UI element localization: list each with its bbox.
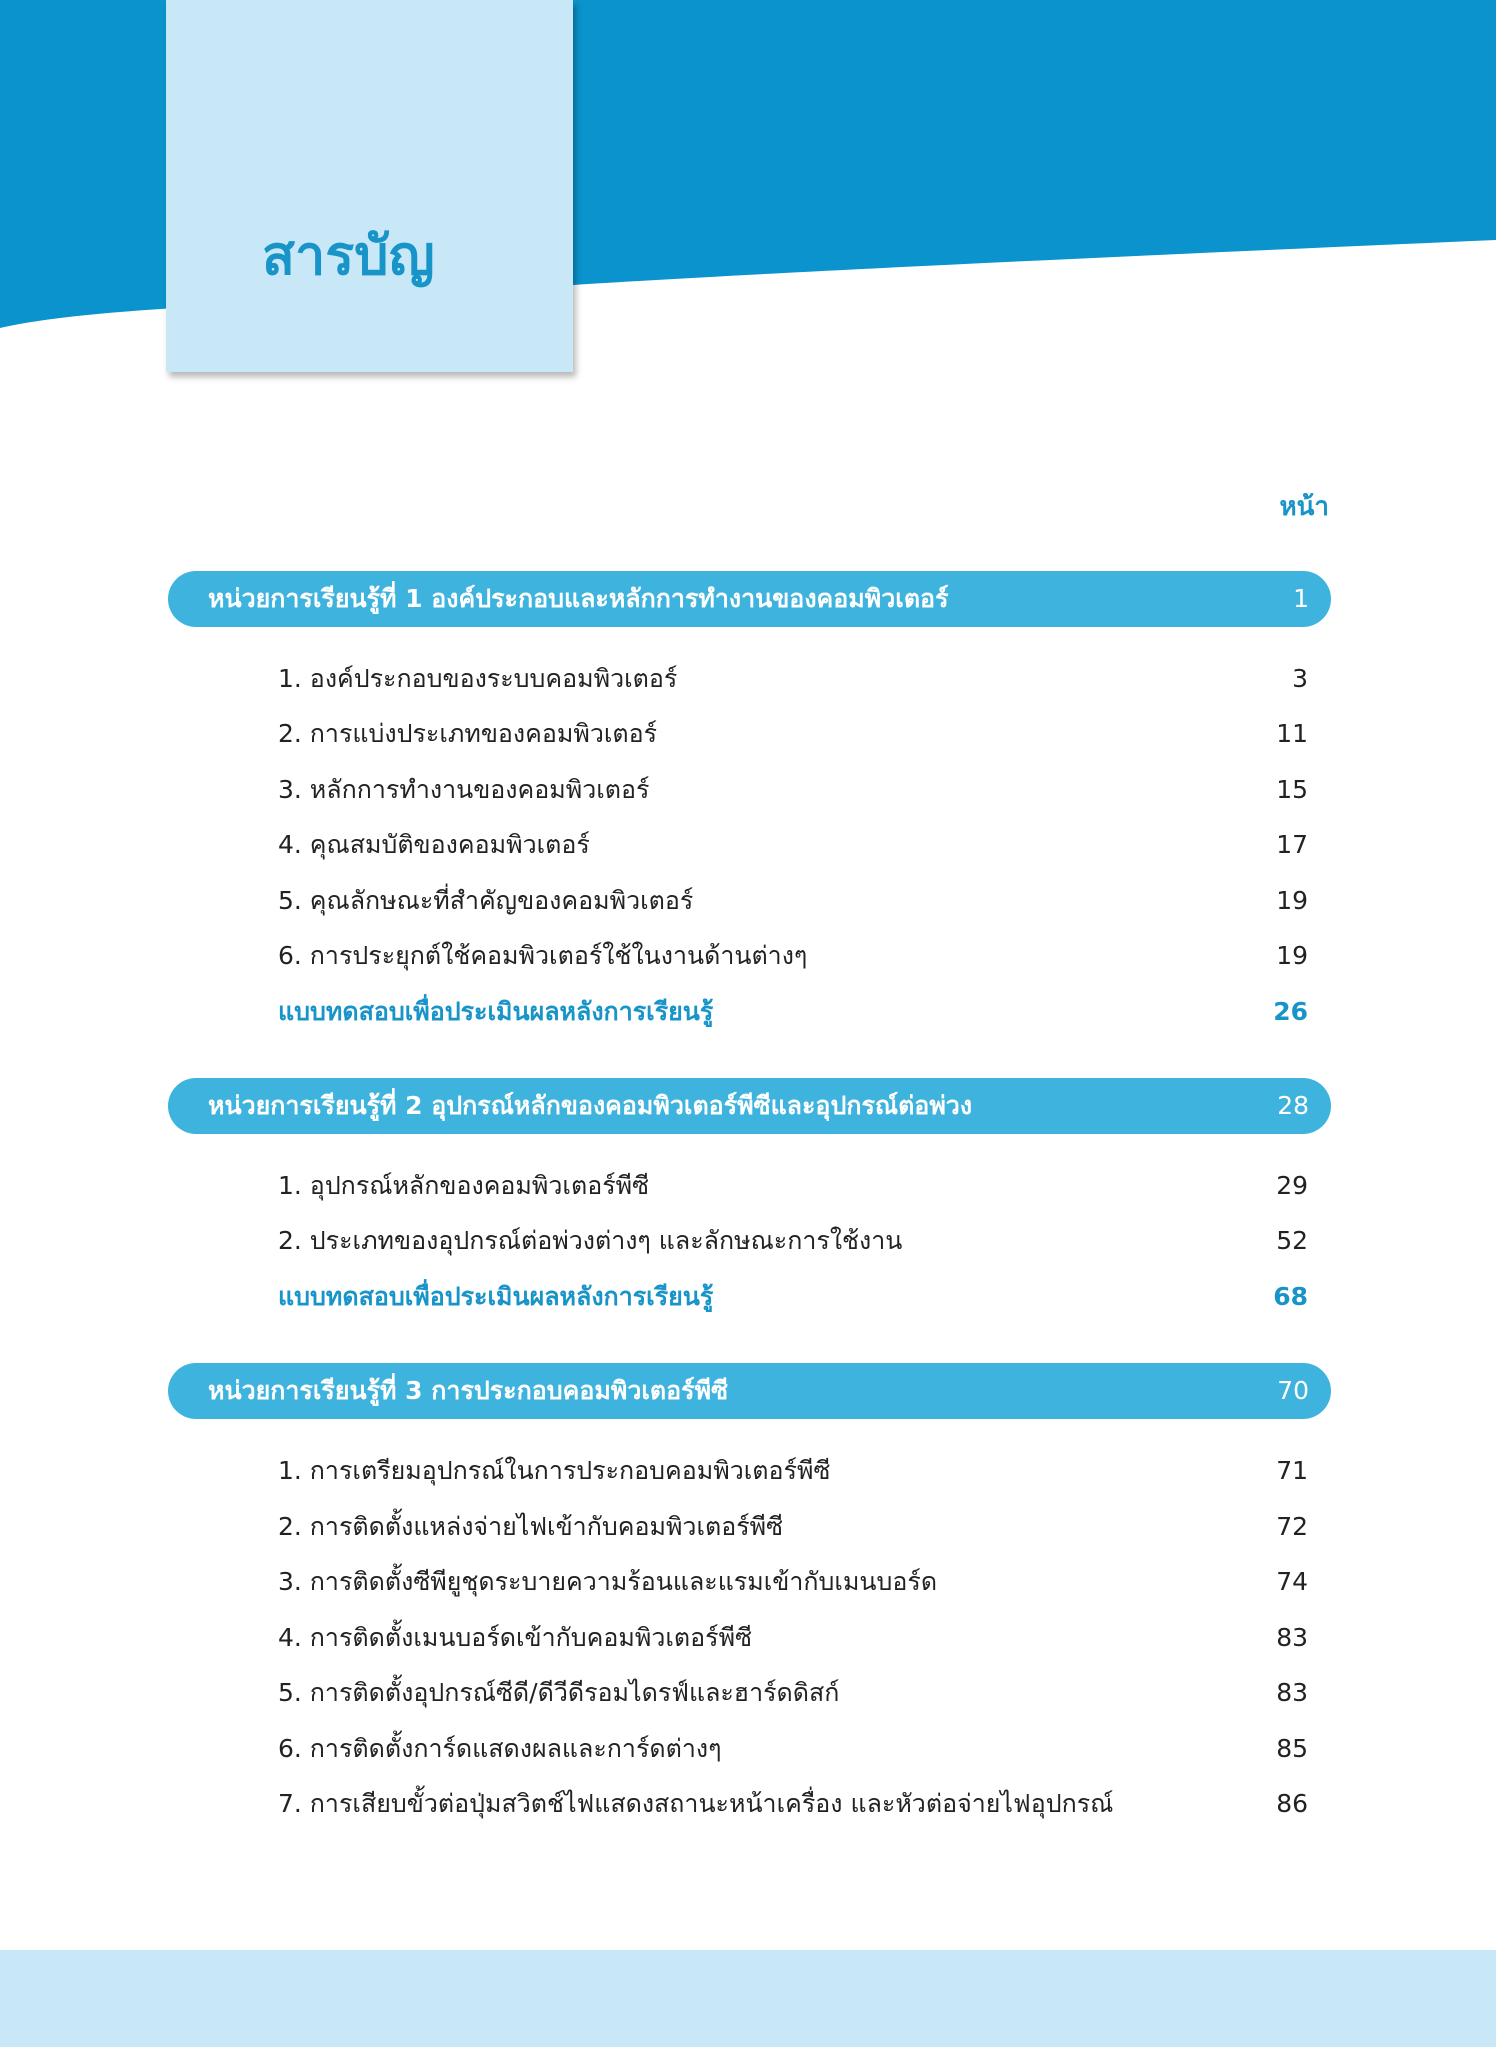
toc-entry-page: 86: [1276, 1789, 1308, 1818]
unit-page-number: 1: [1293, 584, 1309, 613]
page-column-label: หน้า: [1279, 492, 1329, 522]
toc-entry-page: 3: [1292, 664, 1308, 693]
toc-entry-label: 1. องค์ประกอบของระบบคอมพิวเตอร์: [278, 664, 678, 693]
toc-entry-label: 2. การติดตั้งแหล่งจ่ายไฟเข้ากับคอมพิวเตอร์พีซี: [278, 1512, 784, 1541]
toc-entry-label: 4. การติดตั้งเมนบอร์ดเข้ากับคอมพิวเตอร์พีซี: [278, 1623, 753, 1652]
unit-title: หน่วยการเรียนรู้ที่ 3 การประกอบคอมพิวเตอร์พีซี: [208, 1376, 729, 1405]
toc-entry-page: 52: [1276, 1226, 1308, 1255]
page-title: สารบัญ: [262, 224, 435, 287]
toc-entry-label: 6. การติดตั้งการ์ดแสดงผลและการ์ดต่างๆ: [278, 1734, 722, 1763]
toc-entry-label: 5. การติดตั้งอุปกรณ์ซีดี/ดีวีดีรอมไดรฟ์และฮาร์ดดิสก์: [278, 1678, 840, 1707]
toc-entry[interactable]: [278, 1615, 1308, 1661]
toc-entry[interactable]: [278, 767, 1308, 813]
toc-entry-label: 3. การติดตั้งซีพียูชุดระบายความร้อนและแรมเข้ากับเมนบอร์ด: [278, 1567, 938, 1596]
toc-entry-page: 11: [1276, 719, 1308, 748]
unit-heading-1[interactable]: [168, 571, 1331, 627]
toc-entry[interactable]: [278, 656, 1308, 702]
footer-band: [0, 1950, 1496, 2047]
toc-entry-label: 4. คุณสมบัติของคอมพิวเตอร์: [278, 830, 590, 859]
unit-title: หน่วยการเรียนรู้ที่ 1 องค์ประกอบและหลักการทำงานของคอมพิวเตอร์: [208, 584, 949, 613]
toc-entry-label: 1. อุปกรณ์หลักของคอมพิวเตอร์พีซี: [278, 1171, 650, 1200]
toc-entry[interactable]: [278, 1559, 1308, 1605]
toc-entry[interactable]: [278, 1781, 1308, 1827]
unit-page-number: 70: [1277, 1376, 1309, 1405]
toc-entry-label: 2. การแบ่งประเภทของคอมพิวเตอร์: [278, 719, 658, 748]
toc-entry-page: 19: [1276, 886, 1308, 915]
toc-entry-page: 19: [1276, 941, 1308, 970]
toc-entry-page: 83: [1276, 1678, 1308, 1707]
toc-entry[interactable]: [278, 1726, 1308, 1772]
toc-entry-label: 7. การเสียบขั้วต่อปุ่มสวิตช์ไฟแสดงสถานะหน้าเครื่อง และหัวต่อจ่ายไฟอุปกรณ์: [278, 1789, 1114, 1818]
toc-entry-label: 2. ประเภทของอุปกรณ์ต่อพ่วงต่างๆ และลักษณะการใช้งาน: [278, 1226, 903, 1255]
toc-entry-page: 85: [1276, 1734, 1308, 1763]
toc-entry[interactable]: [278, 878, 1308, 924]
toc-entry-label: 3. หลักการทำงานของคอมพิวเตอร์: [278, 775, 650, 804]
toc-entry[interactable]: [278, 1448, 1308, 1494]
toc-entry[interactable]: [278, 711, 1308, 757]
toc-entry-page: 26: [1273, 997, 1308, 1026]
toc-entry-label: แบบทดสอบเพื่อประเมินผลหลังการเรียนรู้: [278, 997, 714, 1026]
toc-entry[interactable]: [278, 1670, 1308, 1716]
toc-entry-label: 6. การประยุกต์ใช้คอมพิวเตอร์ใช้ในงานด้านต่างๆ: [278, 941, 808, 970]
toc-quiz-entry[interactable]: [278, 989, 1308, 1035]
toc-entry-label: 1. การเตรียมอุปกรณ์ในการประกอบคอมพิวเตอร์พีซี: [278, 1456, 831, 1485]
toc-entry[interactable]: [278, 1218, 1308, 1264]
toc-entry-page: 68: [1273, 1282, 1308, 1311]
toc-entry-page: 29: [1276, 1171, 1308, 1200]
toc-entry[interactable]: [278, 822, 1308, 868]
toc-entry-label: แบบทดสอบเพื่อประเมินผลหลังการเรียนรู้: [278, 1282, 714, 1311]
toc-entry-page: 17: [1276, 830, 1308, 859]
toc-entry[interactable]: [278, 1504, 1308, 1550]
title-card: [166, 0, 573, 372]
toc-entry-page: 83: [1276, 1623, 1308, 1652]
toc-entry-page: 15: [1276, 775, 1308, 804]
toc-entry-page: 74: [1276, 1567, 1308, 1596]
toc-entry[interactable]: [278, 1163, 1308, 1209]
unit-heading-2[interactable]: [168, 1078, 1331, 1134]
toc-entry-page: 72: [1276, 1512, 1308, 1541]
unit-page-number: 28: [1277, 1091, 1309, 1120]
toc-entry[interactable]: [278, 933, 1308, 979]
toc-entry-label: 5. คุณลักษณะที่สำคัญของคอมพิวเตอร์: [278, 886, 694, 915]
toc-entry-page: 71: [1276, 1456, 1308, 1485]
toc-quiz-entry[interactable]: [278, 1274, 1308, 1320]
unit-title: หน่วยการเรียนรู้ที่ 2 อุปกรณ์หลักของคอมพิวเตอร์พีซีและอุปกรณ์ต่อพ่วง: [208, 1091, 973, 1120]
unit-heading-3[interactable]: [168, 1363, 1331, 1419]
